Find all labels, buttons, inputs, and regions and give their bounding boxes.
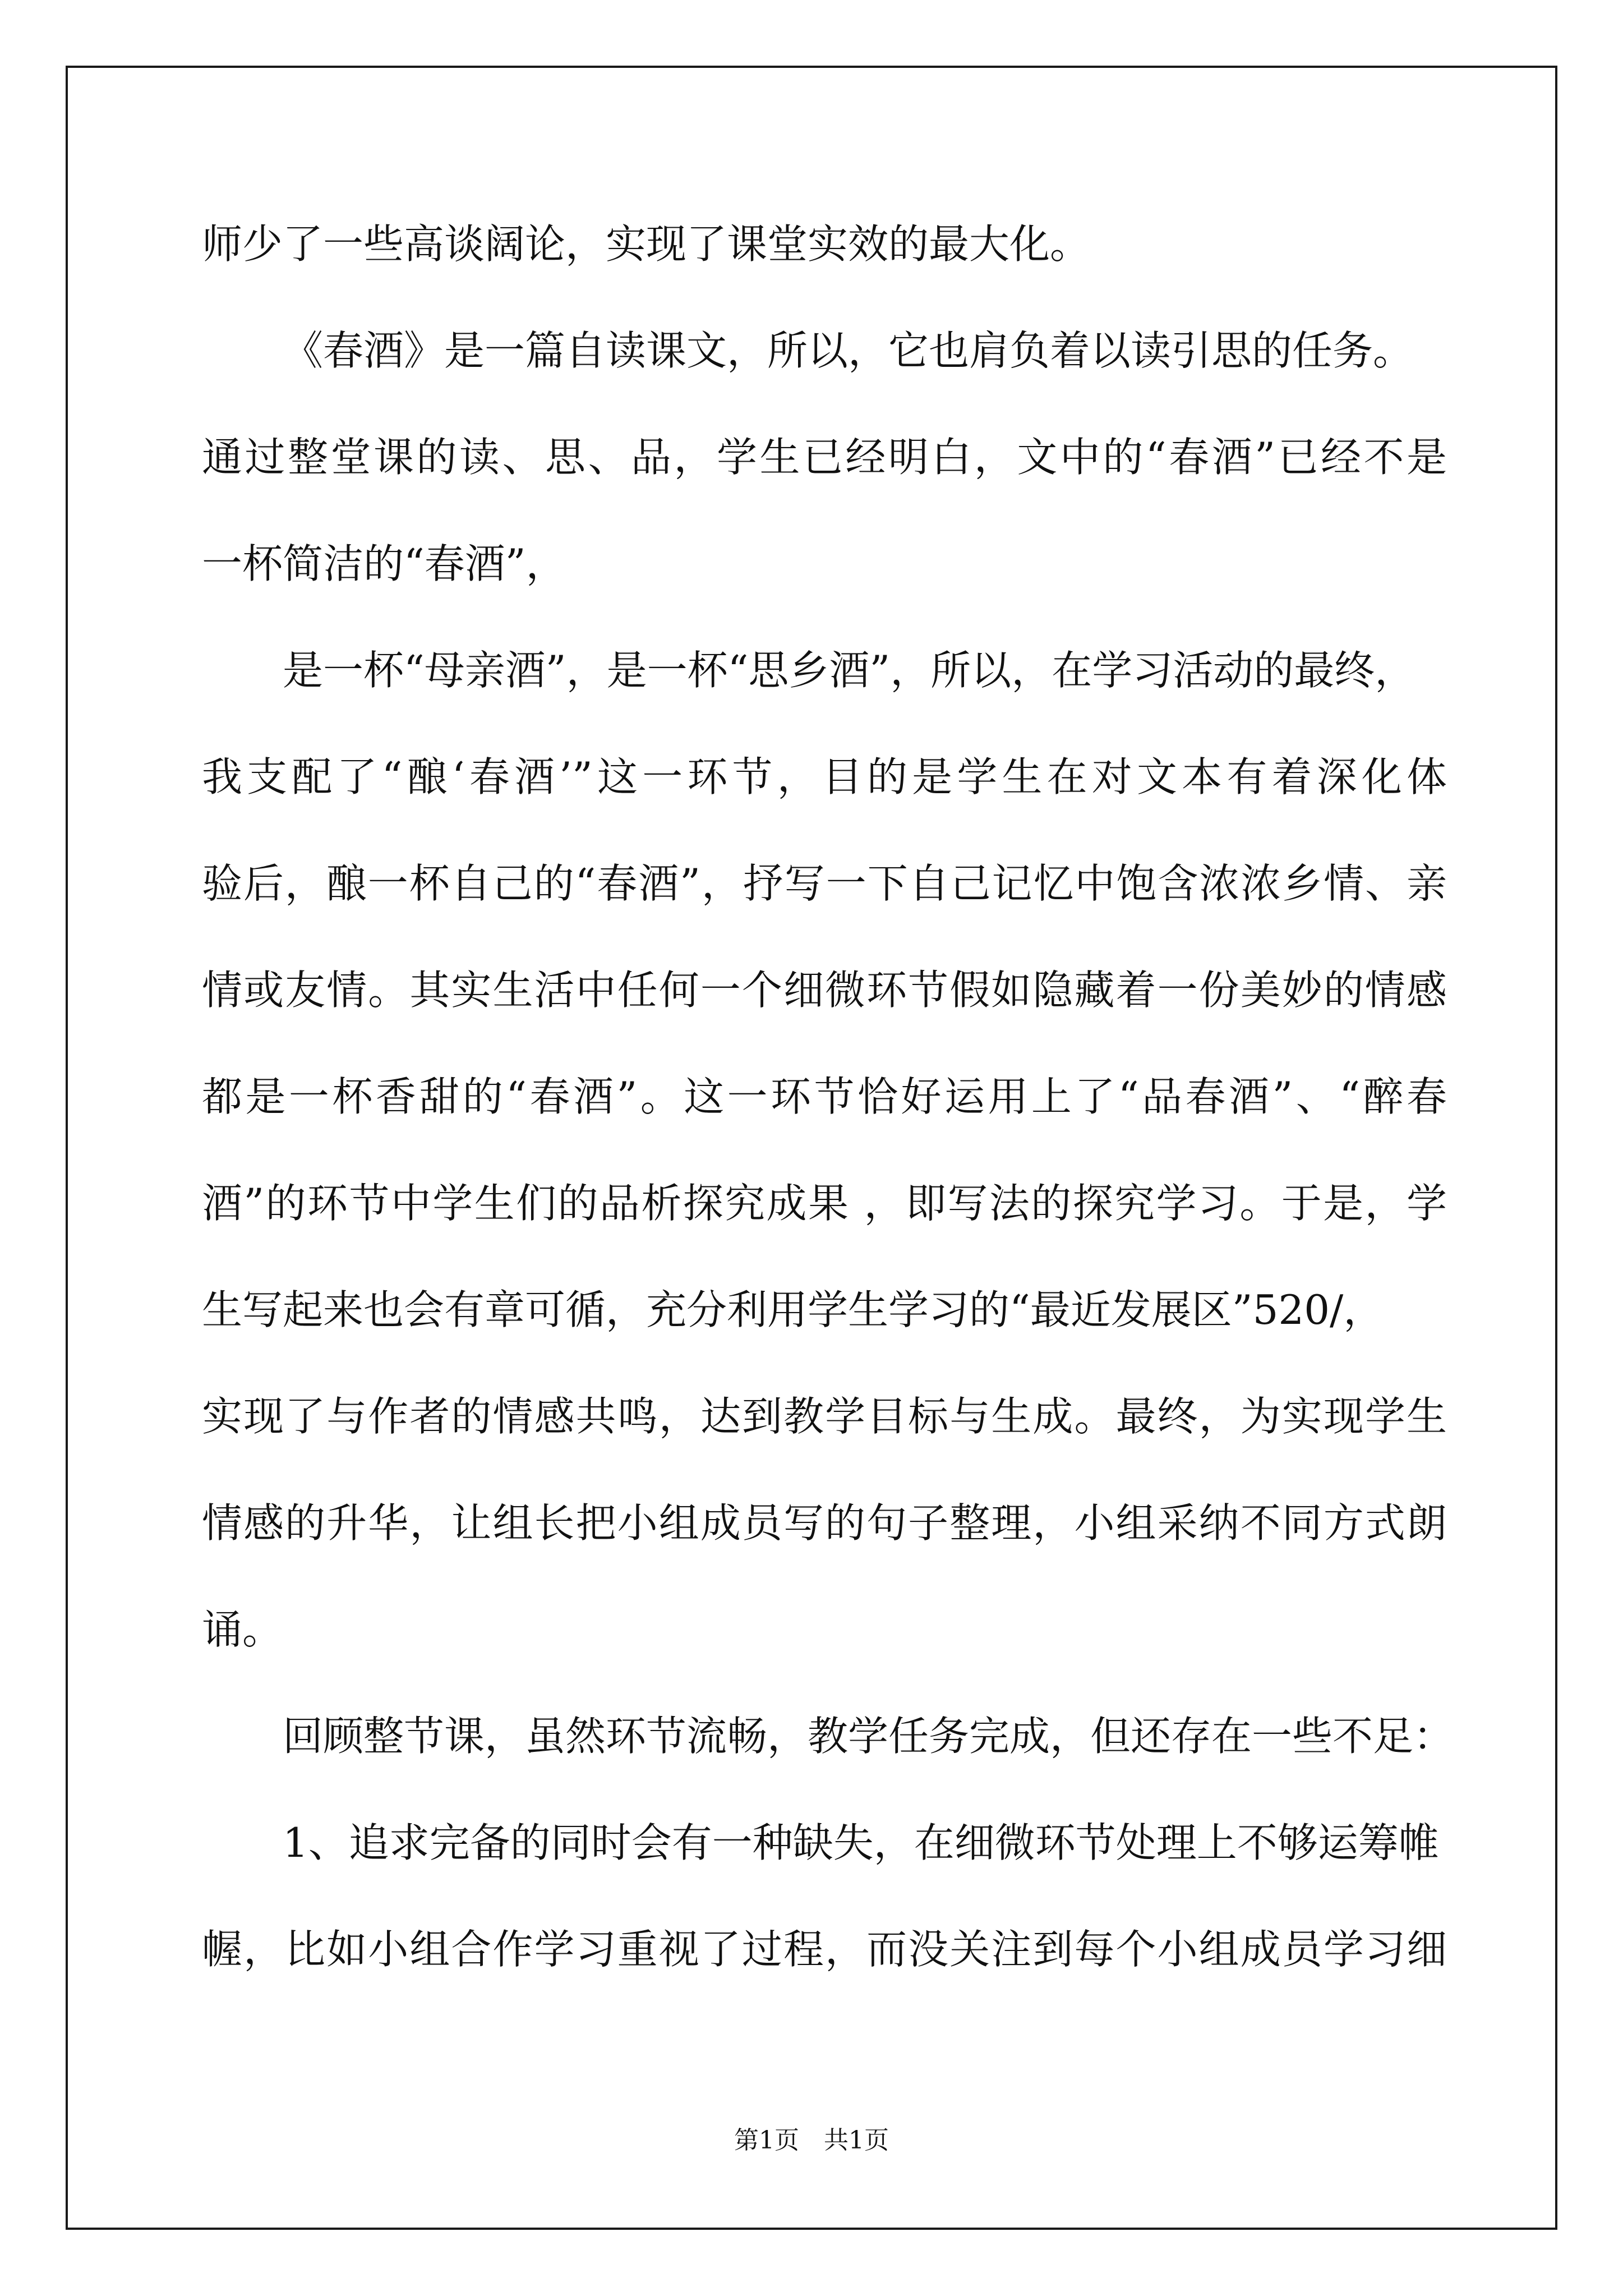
body-line: 酒”的环节中学生们的品析探究成果 ，即写法的探究学习。于是，学 (202, 1180, 1447, 1227)
body-line: 幄，比如小组合作学习重视了过程，而没关注到每个小组成员学习细 (202, 1926, 1447, 1973)
body-line: 一杯简洁的“春酒”， (202, 540, 566, 587)
body-line: 都是一杯香甜的“春酒”。这一环节恰好运用上了“品春酒”、“醉春 (202, 1073, 1447, 1120)
body-line: 是一杯“母亲酒”，是一杯“思乡酒”，所以，在学习活动的最终， (283, 647, 1415, 694)
body-line: 回顾整节课，虽然环节流畅，教学任务完成，但还存在一些不足： (283, 1713, 1454, 1760)
body-line: 1、追求完备的同时会有一种缺失，在细微环节处理上不够运筹帷 (283, 1819, 1439, 1866)
body-line: 情或友情。其实生活中任何一个细微环节假如隐藏着一份美妙的情感 (202, 967, 1447, 1014)
page-footer: 第1页 共1页 (734, 2126, 889, 2155)
body-line: 情感的升华，让组长把小组成员写的句子整理，小组采纳不同方式朗 (202, 1499, 1447, 1547)
document-body (202, 191, 1454, 2003)
body-line: 《春酒》是一篇自读课文，所以，它也肩负着以读引思的任务。 (283, 327, 1414, 374)
body-line: 师少了一些高谈阔论，实现了课堂实效的最大化。 (202, 220, 1091, 268)
body-line: 诵。 (202, 1606, 283, 1653)
body-line: 通过整堂课的读、思、品，学生已经明白，文中的“春酒”已经不是 (202, 434, 1447, 481)
body-line: 实现了与作者的情感共鸣，达到教学目标与生成。最终，为实现学生 (202, 1393, 1447, 1440)
body-line: 验后，酿一杯自己的“春酒”，抒写一下自己记忆中饱含浓浓乡情、亲 (202, 860, 1447, 907)
body-line: 我支配了“酿‘春酒’”这一环节，目的是学生在对文本有着深化体 (202, 753, 1447, 800)
body-line: 生写起来也会有章可循，充分利用学生学习的“最近发展区”520/， (202, 1286, 1384, 1333)
